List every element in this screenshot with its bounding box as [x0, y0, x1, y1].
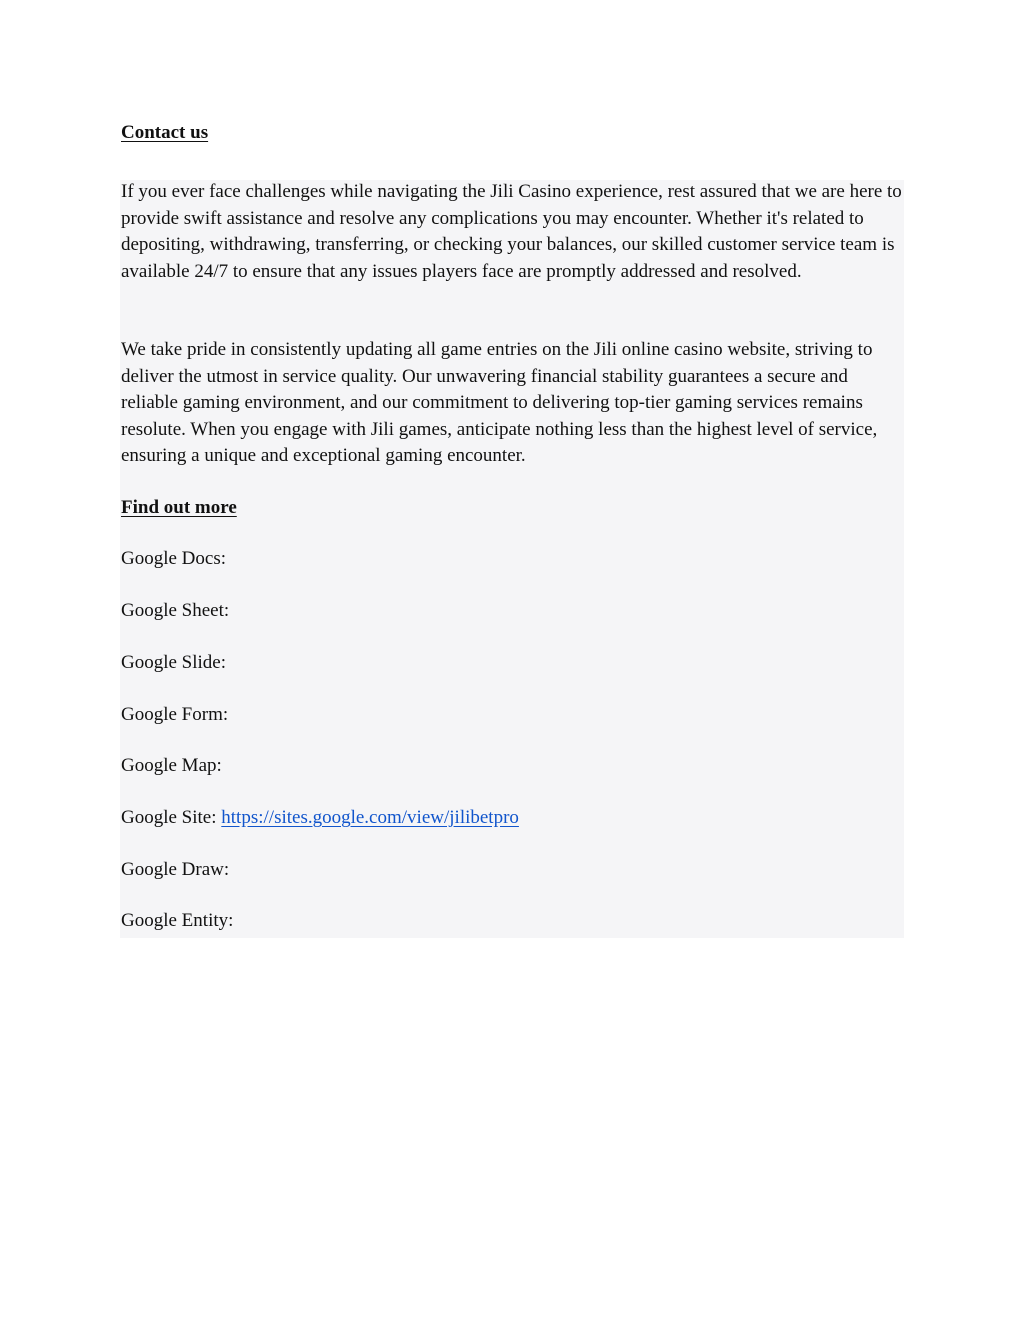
link-label-google-site: Google Site:: [121, 807, 217, 828]
google-site-link[interactable]: https://sites.google.com/view/jilibetpro: [221, 807, 519, 828]
link-line-google-docs: [121, 546, 226, 572]
link-line-google-entity: [121, 908, 233, 934]
link-label-google-sheet: Google Sheet:: [121, 600, 230, 621]
link-label-google-docs: Google Docs:: [121, 548, 227, 569]
contact-paragraph-2: We take pride in consistently updating all game entries on the Jili online casino website, striving to deliver the utmost in service quality. Our unwavering financial stability guarantees a secure and reliable gaming environment, and our commitment to delivering top-tier gaming services remains resolute. When you engage with Jili games, anticipate nothing less than the highest level of service, ensuring a unique and exceptional gaming encounter.: [121, 339, 878, 466]
link-label-google-form: Google Form:: [121, 704, 229, 725]
link-line-google-form: [121, 702, 228, 728]
link-label-google-map: Google Map:: [121, 755, 222, 776]
link-label-google-draw: Google Draw:: [121, 859, 230, 880]
link-label-google-slide: Google Slide:: [121, 652, 227, 673]
link-line-google-slide: [121, 650, 226, 676]
link-line-google-draw: [121, 857, 229, 883]
link-line-google-map: [121, 753, 222, 779]
contact-us-heading: Contact us: [121, 122, 209, 143]
link-line-google-sheet: [121, 598, 229, 624]
link-label-google-entity: Google Entity:: [121, 910, 234, 931]
find-out-more-heading: Find out more: [121, 497, 237, 518]
contact-paragraph-1: If you ever face challenges while navigating the Jili Casino experience, rest assured that we are here to provide swift assistance and resolve any complications you may encounter. Whether it's related to depositing, withdrawing, transferring, or checking your balances, our skilled customer service team is available 24/7 to ensure that any issues players face are promptly addressed and resolved.: [121, 181, 902, 282]
link-line-google-site: [121, 805, 519, 831]
